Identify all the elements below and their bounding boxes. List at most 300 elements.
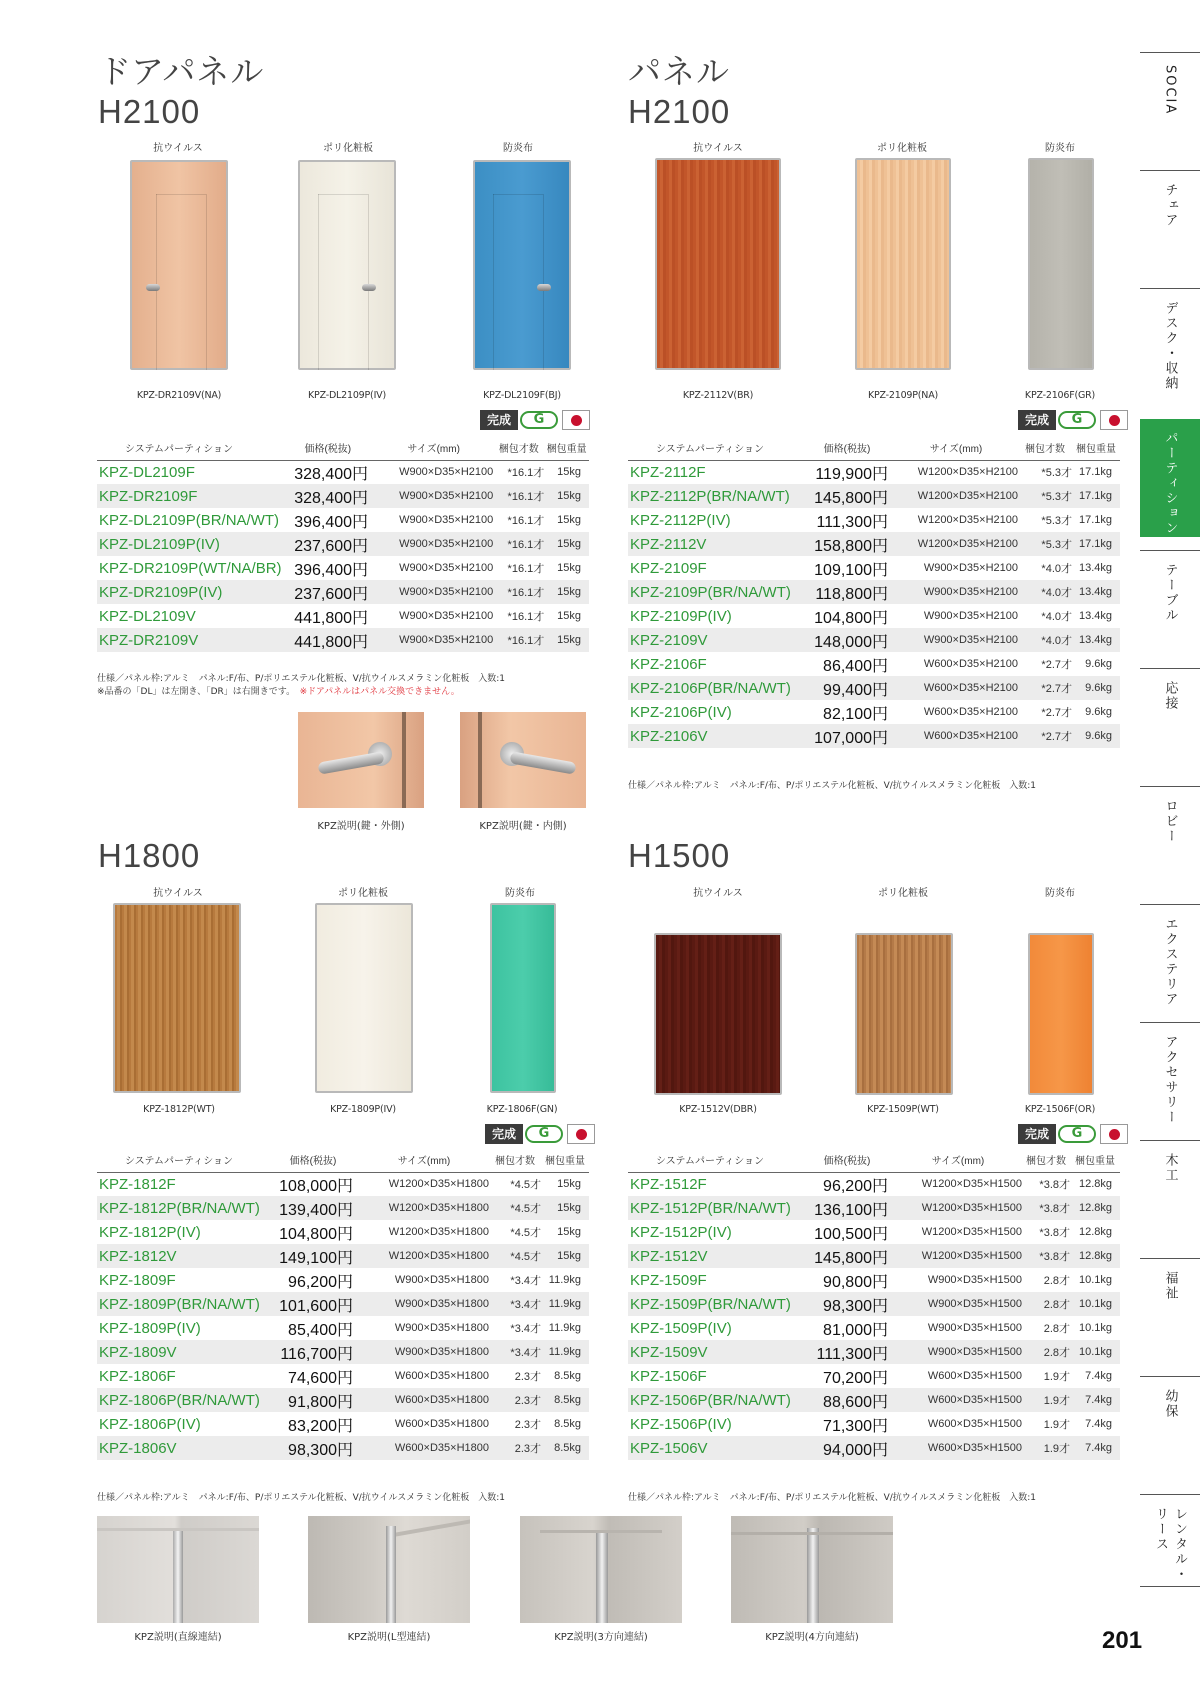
table-row [628,508,1120,532]
price: 107,000円 [800,724,894,748]
product-code: KPZ-1812F [97,1172,267,1196]
package-weight: 15kg [544,604,589,628]
price: 328,400円 [282,484,375,508]
tab-chair[interactable]: チェア [1140,170,1200,288]
table-row [628,1172,1120,1196]
header-weight: 梱包重量 [1070,1148,1120,1172]
green-mark-icon: G [525,1125,563,1143]
package-weight: 15kg [544,556,589,580]
package-weight: 15kg [544,484,589,508]
package-weight: 15kg [544,460,589,484]
label-antiviral: 抗ウイルス [153,888,203,899]
size: W900×D35×H2100 [894,580,1018,604]
label-antiviral: 抗ウイルス [693,888,743,899]
header-volume: 梱包才数 [489,1148,541,1172]
price: 96,200円 [267,1268,359,1292]
package-weight: 17.1kg [1072,460,1120,484]
panel-1809p-iv [315,903,413,1093]
tab-desk[interactable]: デスク・収納 [1140,288,1200,406]
caption-lock-outside: KPZ説明(鍵・外側) [317,821,405,832]
table-row [628,1340,1120,1364]
code-door-na: KPZ-DR2109V(NA) [136,390,222,401]
size: W1200×D35×H1800 [359,1220,489,1244]
product-code: KPZ-1506P(BR/NA/WT) [628,1388,800,1412]
size: W600×D35×H1500 [894,1364,1022,1388]
price: 94,000円 [800,1436,894,1460]
product-code: KPZ-1512P(BR/NA/WT) [628,1196,800,1220]
package-weight: 7.4kg [1070,1364,1120,1388]
package-volume: *3.4才 [489,1316,541,1340]
japan-flag-icon [567,1124,595,1144]
price: 158,800円 [800,532,894,556]
panel-spec-table [628,436,1120,748]
size: W1200×D35×H1500 [894,1244,1022,1268]
package-volume: *3.4才 [489,1340,541,1364]
header-system: システムパーティション [628,436,800,460]
package-volume: 2.8才 [1022,1292,1070,1316]
package-weight: 15kg [541,1244,589,1268]
package-weight: 15kg [544,508,589,532]
package-volume: *3.4才 [489,1268,541,1292]
header-price: 価格(税抜) [800,436,894,460]
code-1809p: KPZ-1809P(IV) [330,1104,396,1115]
size: W900×D35×H1800 [359,1292,489,1316]
package-weight: 7.4kg [1070,1388,1120,1412]
size: W1200×D35×H1500 [894,1172,1022,1196]
package-weight: 8.5kg [541,1364,589,1388]
size: W1200×D35×H2100 [894,460,1018,484]
badge-group-h1800 [485,1124,597,1144]
product-code: KPZ-1806P(BR/NA/WT) [97,1388,267,1412]
caption-joint-4way: KPZ説明(4方向連結) [765,1632,859,1643]
door-height-title: H2100 [98,93,201,130]
price: 136,100円 [800,1196,894,1220]
code-2106f: KPZ-2106F(GR) [1024,390,1096,401]
header-price: 価格(税抜) [267,1148,359,1172]
japan-flag-icon [1100,1124,1128,1144]
package-weight: 9.6kg [1072,652,1120,676]
table-row [628,1316,1120,1340]
product-code: KPZ-1506F [628,1364,800,1388]
price: 116,700円 [267,1340,359,1364]
table-row [628,484,1120,508]
product-code: KPZ-1812P(IV) [97,1220,267,1244]
product-code: KPZ-1512V [628,1244,800,1268]
lock-outside-photo [298,712,424,808]
table-row [628,1268,1120,1292]
price: 328,400円 [282,460,375,484]
package-volume: *4.0才 [1018,580,1072,604]
table-row [97,1316,589,1340]
price: 98,300円 [267,1436,359,1460]
size: W900×D35×H2100 [374,460,493,484]
door-title: ドアパネル [98,53,265,90]
package-weight: 15kg [541,1220,589,1244]
size: W900×D35×H2100 [374,484,493,508]
product-code: KPZ-DR2109F [97,484,282,508]
product-code: KPZ-2112P(BR/NA/WT) [628,484,800,508]
table-row [628,1220,1120,1244]
size: W600×D35×H1800 [359,1412,489,1436]
package-volume: *3.8才 [1022,1196,1070,1220]
table-row [628,1196,1120,1220]
label-antiviral: 抗ウイルス [693,143,743,154]
size: W900×D35×H2100 [374,580,493,604]
h1500-title: H1500 [628,837,731,874]
size: W1200×D35×H1800 [359,1196,489,1220]
package-volume: 1.9才 [1022,1364,1070,1388]
joint-3way-photo [520,1516,682,1623]
package-weight: 10.1kg [1070,1340,1120,1364]
package-weight: 7.4kg [1070,1436,1120,1460]
lock-inside-photo [460,712,586,808]
table-row [628,460,1120,484]
door-panel-bj [473,160,571,370]
package-volume: *3.8才 [1022,1220,1070,1244]
size: W900×D35×H2100 [894,604,1018,628]
package-volume: 1.9才 [1022,1412,1070,1436]
package-weight: 9.6kg [1072,700,1120,724]
size: W900×D35×H2100 [374,556,493,580]
code-2112v: KPZ-2112V(BR) [682,390,754,401]
package-weight: 15kg [544,628,589,652]
header-price: 価格(税抜) [800,1148,894,1172]
size: W600×D35×H1500 [894,1388,1022,1412]
h1500-spec-table [628,1148,1120,1460]
door-spec-table [97,436,589,652]
panel-1512v-dbr [654,933,782,1095]
size: W600×D35×H2100 [894,676,1018,700]
price: 108,000円 [267,1172,359,1196]
size: W900×D35×H1800 [359,1268,489,1292]
package-volume: *3.4才 [489,1292,541,1316]
table-row [97,1244,589,1268]
price: 83,200円 [267,1412,359,1436]
price: 99,400円 [800,676,894,700]
package-weight: 10.1kg [1070,1268,1120,1292]
price: 145,800円 [800,1244,894,1268]
badge-group-door [480,410,592,430]
package-weight: 11.9kg [541,1268,589,1292]
package-volume: *4.5才 [489,1220,541,1244]
table-row [628,724,1120,748]
caption-joint-l: KPZ説明(L型連結) [347,1632,431,1643]
package-volume: *16.1才 [493,628,544,652]
header-price: 価格(税抜) [282,436,375,460]
size: W900×D35×H2100 [374,628,493,652]
package-volume: *4.5才 [489,1172,541,1196]
caption-joint-3way: KPZ説明(3方向連結) [554,1632,648,1643]
package-weight: 10.1kg [1070,1292,1120,1316]
tab-reception[interactable]: 応接 [1140,668,1200,786]
price: 441,800円 [282,628,375,652]
table-row [97,532,589,556]
package-weight: 13.4kg [1072,556,1120,580]
price: 91,800円 [267,1388,359,1412]
table-row [628,556,1120,580]
label-antiviral: 抗ウイルス [153,143,203,154]
price: 101,600円 [267,1292,359,1316]
package-volume: *5.3才 [1018,460,1072,484]
product-code: KPZ-1509F [628,1268,800,1292]
table-row [97,1268,589,1292]
product-code: KPZ-1509P(BR/NA/WT) [628,1292,800,1316]
header-size: サイズ(mm) [894,436,1018,460]
product-code: KPZ-2109F [628,556,800,580]
package-volume: *2.7才 [1018,724,1072,748]
package-weight: 12.8kg [1070,1172,1120,1196]
tab-rental[interactable]: レンタル・リース [1140,1494,1200,1587]
product-code: KPZ-2109P(IV) [628,604,800,628]
table-row [97,1436,589,1460]
table-row [628,700,1120,724]
product-code: KPZ-1812V [97,1244,267,1268]
code-door-iv: KPZ-DL2109P(IV) [308,390,386,401]
header-system: システムパーティション [628,1148,800,1172]
table-row [97,1172,589,1196]
panel-height-title: H2100 [628,93,731,130]
header-size: サイズ(mm) [894,1148,1022,1172]
package-volume: *16.1才 [493,604,544,628]
package-volume: 2.3才 [489,1412,541,1436]
tab-partition[interactable]: パーティション [1140,419,1200,537]
tab-socia[interactable]: SOCIA [1140,52,1200,170]
price: 74,600円 [267,1364,359,1388]
header-weight: 梱包重量 [544,436,589,460]
size: W1200×D35×H1500 [894,1196,1022,1220]
code-door-bj: KPZ-DL2109F(BJ) [483,390,561,401]
tab-childcare[interactable]: 幼保 [1140,1376,1200,1494]
tab-welfare[interactable]: 福祉 [1140,1258,1200,1376]
table-row [97,1388,589,1412]
package-weight: 12.8kg [1070,1196,1120,1220]
size: W600×D35×H2100 [894,724,1018,748]
size: W900×D35×H1500 [894,1292,1022,1316]
table-row [628,628,1120,652]
table-row [97,1364,589,1388]
package-weight: 9.6kg [1072,676,1120,700]
spec-note-door: 仕様／パネル枠:アルミ パネル:F/布、P/ポリエステル化粧板、V/抗ウイルスメラミン化粧板 入数:1 [97,674,505,684]
label-poly: ポリ化粧板 [338,888,388,899]
tab-accessory[interactable]: アクセサリー [1140,1022,1200,1140]
door-panel-na [130,160,228,370]
product-code: KPZ-1509P(IV) [628,1316,800,1340]
product-code: KPZ-DL2109F [97,460,282,484]
price: 237,600円 [282,532,375,556]
panel-2106f-gr [1028,158,1094,370]
product-code: KPZ-DR2109P(IV) [97,580,282,604]
product-code: KPZ-DR2109V [97,628,282,652]
product-code: KPZ-DR2109P(WT/NA/BR) [97,556,282,580]
tab-lobby[interactable]: ロビー [1140,786,1200,904]
product-code: KPZ-2112F [628,460,800,484]
tab-woodwork[interactable]: 木工 [1140,1140,1200,1258]
package-volume: *4.5才 [489,1244,541,1268]
package-volume: 1.9才 [1022,1388,1070,1412]
product-code: KPZ-2112P(IV) [628,508,800,532]
table-row [628,532,1120,556]
table-row [97,556,589,580]
product-code: KPZ-2109P(BR/NA/WT) [628,580,800,604]
caption-joint-straight: KPZ説明(直線連結) [134,1632,222,1643]
header-volume: 梱包才数 [1018,436,1072,460]
spec-note-h1800: 仕様／パネル枠:アルミ パネル:F/布、P/ポリエステル化粧板、V/抗ウイルスメラミン化粧板 入数:1 [97,1493,505,1503]
size: W900×D35×H1800 [359,1316,489,1340]
header-size: サイズ(mm) [374,436,493,460]
japan-flag-icon [1100,410,1128,430]
package-weight: 17.1kg [1072,532,1120,556]
size: W900×D35×H1500 [894,1340,1022,1364]
product-code: KPZ-2106F [628,652,800,676]
product-code: KPZ-2109V [628,628,800,652]
price: 98,300円 [800,1292,894,1316]
table-row [628,652,1120,676]
tab-table[interactable]: テーブル [1140,550,1200,668]
code-2109p: KPZ-2109P(NA) [867,390,939,401]
price: 396,400円 [282,556,375,580]
code-1806f: KPZ-1806F(GN) [486,1104,558,1115]
product-code: KPZ-1509V [628,1340,800,1364]
package-weight: 13.4kg [1072,580,1120,604]
label-poly: ポリ化粧板 [323,143,373,154]
package-volume: *5.3才 [1018,484,1072,508]
price: 441,800円 [282,604,375,628]
product-code: KPZ-DL2109P(BR/NA/WT) [97,508,282,532]
code-1506f: KPZ-1506F(OR) [1024,1104,1096,1115]
table-row [628,676,1120,700]
package-volume: 2.3才 [489,1364,541,1388]
size: W600×D35×H1500 [894,1436,1022,1460]
tab-exterior[interactable]: エクステリア [1140,904,1200,1022]
price: 145,800円 [800,484,894,508]
table-row [97,1196,589,1220]
door-panel-iv [298,160,396,370]
package-volume: *16.1才 [493,460,544,484]
spec-note-panel: 仕様／パネル枠:アルミ パネル:F/布、P/ポリエステル化粧板、V/抗ウイルスメラミン化粧板 入数:1 [628,781,1036,791]
price: 237,600円 [282,580,375,604]
product-code: KPZ-1809V [97,1340,267,1364]
price: 90,800円 [800,1268,894,1292]
table-row [97,508,589,532]
package-volume: *2.7才 [1018,700,1072,724]
product-code: KPZ-1806V [97,1436,267,1460]
size: W900×D35×H2100 [894,628,1018,652]
size: W900×D35×H2100 [374,508,493,532]
size: W1200×D35×H1800 [359,1244,489,1268]
table-row [97,628,589,652]
size: W900×D35×H2100 [374,532,493,556]
package-volume: 2.3才 [489,1436,541,1460]
label-flameproof: 防炎布 [1045,888,1075,899]
table-row [628,1244,1120,1268]
badge-group-panel [1018,410,1130,430]
size: W1200×D35×H2100 [894,484,1018,508]
green-mark-icon: G [1058,411,1096,429]
japan-flag-icon [562,410,590,430]
price: 70,200円 [800,1364,894,1388]
price: 149,100円 [267,1244,359,1268]
table-row [97,1340,589,1364]
package-weight: 15kg [544,580,589,604]
price: 88,600円 [800,1388,894,1412]
size: W600×D35×H1800 [359,1388,489,1412]
caption-lock-inside: KPZ説明(鍵・内側) [479,821,567,832]
package-volume: *2.7才 [1018,652,1072,676]
green-mark-icon: G [1058,1125,1096,1143]
price: 71,300円 [800,1412,894,1436]
panel-2112v-br [655,158,781,370]
table-row [628,1364,1120,1388]
price: 81,000円 [800,1316,894,1340]
package-weight: 7.4kg [1070,1412,1120,1436]
package-volume: *4.0才 [1018,556,1072,580]
package-weight: 11.9kg [541,1340,589,1364]
package-weight: 17.1kg [1072,508,1120,532]
size: W600×D35×H2100 [894,652,1018,676]
header-volume: 梱包才数 [493,436,544,460]
package-volume: *5.3才 [1018,532,1072,556]
product-code: KPZ-1506V [628,1436,800,1460]
product-code: KPZ-1812P(BR/NA/WT) [97,1196,267,1220]
package-volume: 2.8才 [1022,1316,1070,1340]
price: 86,400円 [800,652,894,676]
size: W900×D35×H2100 [374,604,493,628]
package-weight: 12.8kg [1070,1244,1120,1268]
size: W600×D35×H2100 [894,700,1018,724]
table-row [97,1412,589,1436]
header-size: サイズ(mm) [359,1148,489,1172]
code-1509p: KPZ-1509P(WT) [867,1104,939,1115]
table-row [97,1220,589,1244]
product-code: KPZ-2106V [628,724,800,748]
price: 109,100円 [800,556,894,580]
product-code: KPZ-1809P(IV) [97,1316,267,1340]
product-code: KPZ-2112V [628,532,800,556]
price: 104,800円 [267,1220,359,1244]
header-system: システムパーティション [97,1148,267,1172]
header-volume: 梱包才数 [1022,1148,1070,1172]
package-weight: 13.4kg [1072,604,1120,628]
product-code: KPZ-1806P(IV) [97,1412,267,1436]
package-volume: 1.9才 [1022,1436,1070,1460]
kansei-badge: 完成 [485,1124,523,1144]
panel-title: パネル [628,53,730,90]
label-flameproof: 防炎布 [1045,143,1075,154]
table-row [97,1292,589,1316]
joint-4way-photo [731,1516,893,1623]
badge-group-h1500 [1018,1124,1130,1144]
size: W1200×D35×H2100 [894,532,1018,556]
joint-straight-photo [97,1516,259,1623]
price: 96,200円 [800,1172,894,1196]
price: 139,400円 [267,1196,359,1220]
package-weight: 15kg [544,532,589,556]
package-volume: *16.1才 [493,532,544,556]
product-code: KPZ-1809F [97,1268,267,1292]
package-volume: *3.8才 [1022,1172,1070,1196]
door-warning-note: ※ドアパネルはパネル交換できません。 [299,687,460,697]
table-row [628,1292,1120,1316]
price: 85,400円 [267,1316,359,1340]
table-row [97,460,589,484]
package-weight: 11.9kg [541,1316,589,1340]
package-volume: *2.7才 [1018,676,1072,700]
price: 82,100円 [800,700,894,724]
page-number: 201 [1102,1627,1143,1654]
table-row [97,580,589,604]
price: 111,300円 [800,508,894,532]
product-code: KPZ-1506P(IV) [628,1412,800,1436]
